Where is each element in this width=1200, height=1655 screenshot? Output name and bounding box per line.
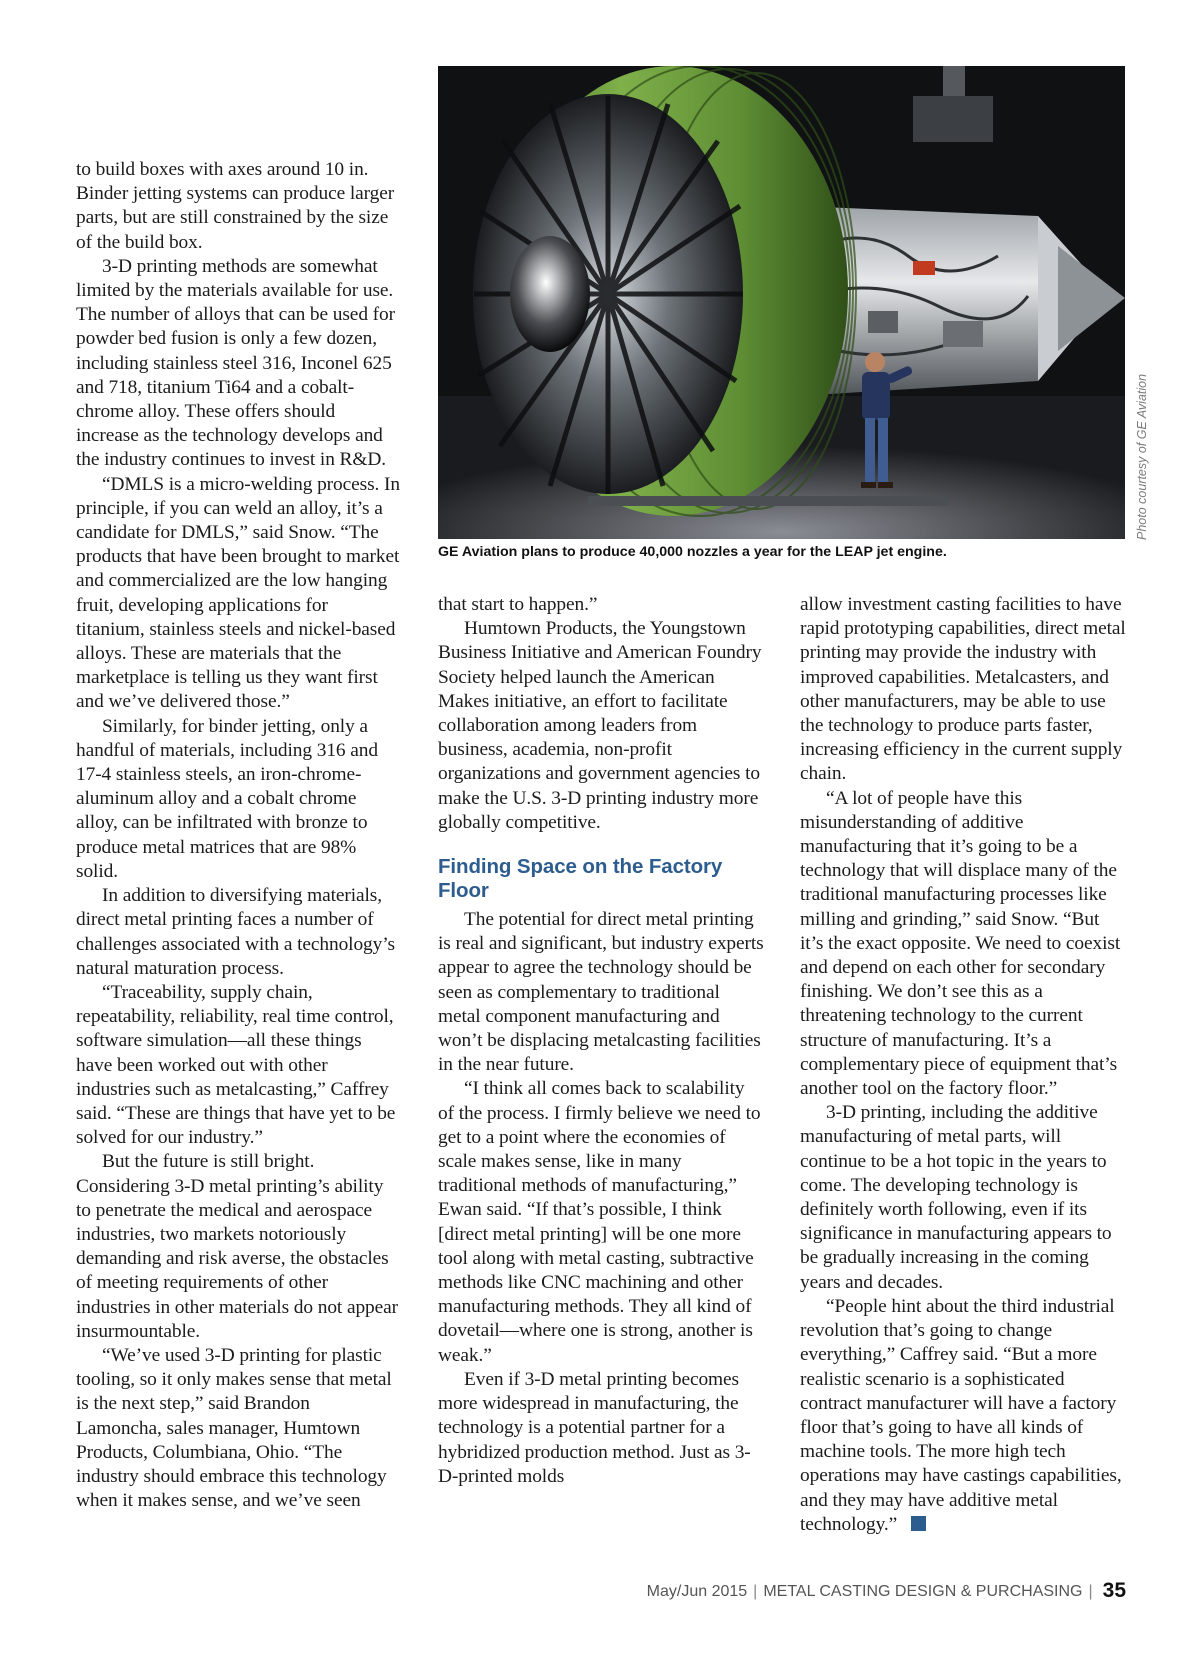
engine-photo xyxy=(438,66,1125,539)
photo-credit: Photo courtesy of GE Aviation xyxy=(1135,373,1149,540)
article-column-3 xyxy=(800,593,1126,1537)
article-paragraph: But the future is still bright. Considering 3-D metal printing’s ability to penetrate the medical and aerospace industries, two markets notoriously demanding and risk averse, the obstacles of meeting requirements of other industries in other materials do not appear insurmountable. xyxy=(76,1151,399,1342)
article-paragraph: “Traceability, supply chain, repeatability, reliability, real time control, software simulation—all these things have been worked out with other industries such as metalcasting,” Caffrey said. “These are things that have yet to be solved for our industry.” xyxy=(76,981,396,1149)
article-paragraph: The potential for direct metal printing is real and significant, but industry experts appear to agree the technology should be seen as complementary to traditional metal component manufacturing and won’t be displacing metalcasting facilities in the near future. xyxy=(438,909,764,1076)
column-2-body xyxy=(438,908,764,1489)
article-paragraph: that start to happen.” xyxy=(438,594,598,615)
article-paragraph: 3-D printing, including the additive manufacturing of metal parts, will continue to be a hot topic in the years to come. The developing technology is definitely worth following, even if its significance in manufacturing appears to be gradually increasing in the coming years and decades. xyxy=(800,1102,1112,1293)
jet-engine-illustration xyxy=(438,66,1125,539)
article-paragraph: “People hint about the third industrial revolution that’s going to change everything,” Caffrey said. “But a more realistic scenario is a sophisticated contract manufacturer will have a factory floor that’s going to have all kinds of machine tools. The more high tech operations may have castings capabilities, and they may have additive metal technology.” xyxy=(800,1295,1122,1535)
article-column-1 xyxy=(76,158,400,1513)
article-paragraph: Humtown Products, the Youngstown Business Initiative and American Foundry Society helped launch the American Makes initiative, an effort to facilitate collaboration among leaders from business, academia, non-profit organizations and government agencies to make the U.S. 3-D printing industry more globally competitive. xyxy=(438,618,762,833)
article-paragraph: “We’ve used 3-D printing for plastic tooling, so it only makes sense that metal is the next step,” said Brandon Lamoncha, sales manager, Humtown Products, Columbiana, Ohio. “The industry should embrace this technology when it makes sense, and we’ve seen xyxy=(76,1344,392,1512)
article-paragraph: allow investment casting facilities to have rapid prototyping capabilities, direct metal printing may provide the industry with improved capabilities. Metalcasters, and other manufacturers, may be able to use the technology to produce parts faster, increasing efficiency in the current supply chain. xyxy=(800,594,1126,785)
footer-publication: METAL CASTING DESIGN & PURCHASING xyxy=(763,1583,1083,1600)
article-paragraph: Even if 3-D metal printing becomes more widespread in manufacturing, the technology is a potential partner for a hybridized production method. Just as 3-D-printed molds xyxy=(438,1368,751,1487)
page-footer xyxy=(647,1579,1126,1603)
column-2-intro xyxy=(438,593,764,835)
page-number: 35 xyxy=(1102,1579,1126,1602)
footer-separator: | xyxy=(1088,1583,1093,1600)
article-column-2 xyxy=(438,593,764,1489)
article-paragraph: “A lot of people have this misunderstanding of additive manufacturing that it’s going to be a technology that will displace many of the traditional manufacturing processes like milling and grinding,” said Snow. “But it’s the exact opposite. We need to coexist and depend on each other for secondary finishing. We don’t see this as a threatening technology to the current structure of manufacturing. It’s a complementary piece of equipment that’s another tool on the factory floor.” xyxy=(800,787,1121,1100)
photo-caption: GE Aviation plans to produce 40,000 nozzles a year for the LEAP jet engine. xyxy=(438,544,947,560)
article-paragraph: to build boxes with axes around 10 in. Binder jetting systems can produce larger parts, but are still constrained by the size of the build box. xyxy=(76,159,395,253)
section-heading: Finding Space on the Factory Floor xyxy=(438,855,723,903)
article-paragraph: “I think all comes back to scalability of the process. I firmly believe we need to get to a point where the economies of scale makes sense, like in many traditional methods of manufacturing,” Ewan said. “If that’s possible, I think [direct metal printing] will be one more tool along with metal casting, subtractive methods like CNC machining and other manufacturing methods. They all kind of dovetail—where one is strong, another is weak.” xyxy=(438,1078,761,1366)
footer-issue: May/Jun 2015 xyxy=(646,1583,748,1600)
article-paragraph: In addition to diversifying materials, direct metal printing faces a number of challenges associated with a technology’s natural maturation process. xyxy=(76,885,395,979)
article-paragraph: 3-D printing methods are somewhat limited by the materials available for use. The number of alloys that can be used for powder bed fusion is only a few dozen, including stainless steel 316, Inconel 625 and 718, titanium Ti64 and a cobalt-chrome alloy. These offers should increase as the technology develops and the industry continues to invest in R&D. xyxy=(76,255,395,471)
article-paragraph: Similarly, for binder jetting, only a handful of materials, including 316 and 17-4 stainless steels, an iron-chrome-aluminum alloy and a cobalt chrome alloy, can be infiltrated with bronze to produce metal matrices that are 98% solid. xyxy=(76,715,378,882)
article-paragraph: “DMLS is a micro-welding process. In principle, if you can weld an alloy, it’s a candidate for DMLS,” said Snow. “The products that have been brought to market and commercialized are the low hanging fruit, developing applications for titanium, stainless steels and nickel-based alloys. These are materials that the marketplace is telling us they want first and we’ve delivered those.” xyxy=(76,473,400,713)
footer-separator: | xyxy=(753,1583,758,1600)
end-of-article-mark xyxy=(911,1516,926,1531)
